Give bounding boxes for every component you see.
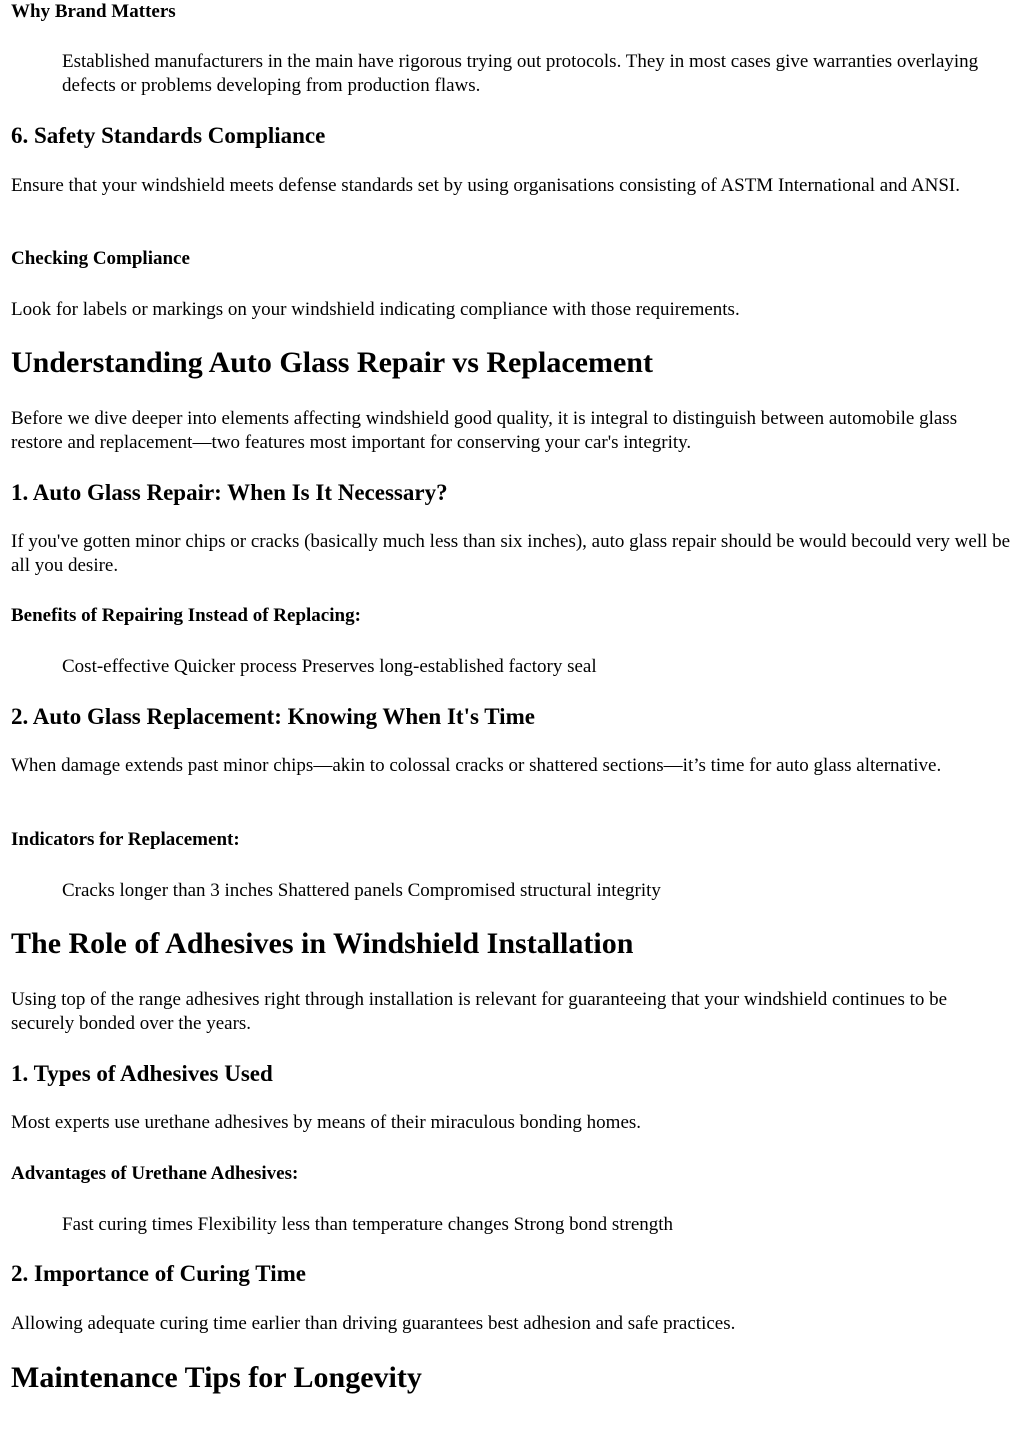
- repair-benefits-list: Cost-effective Quicker process Preserves long-established factory seal: [62, 656, 597, 677]
- curing-time-text: Allowing adequate curing time earlier than driving guarantees best adhesion and safe practices.: [11, 1313, 736, 1334]
- adhesive-types-heading: 1. Types of Adhesives Used: [11, 1061, 273, 1086]
- replacement-indicators-heading: Indicators for Replacement:: [11, 829, 240, 850]
- why-brand-matters-heading: Why Brand Matters: [11, 1, 176, 22]
- repair-vs-replacement-heading: Understanding Auto Glass Repair vs Replacement: [11, 346, 653, 379]
- adhesive-types-text: Most experts use urethane adhesives by means of their miraculous bonding homes.: [11, 1112, 642, 1133]
- replacement-indicators-list: Cracks longer than 3 inches Shattered panels Compromised structural integrity: [62, 880, 661, 901]
- safety-standards-text: Ensure that your windshield meets defense standards set by using organisations consisting of ASTM International and ANSI.: [11, 175, 960, 196]
- urethane-advantages-list: Fast curing times Flexibility less than temperature changes Strong bond strength: [62, 1214, 674, 1235]
- curing-time-heading: 2. Importance of Curing Time: [11, 1261, 306, 1286]
- maintenance-tips-heading: Maintenance Tips for Longevity: [11, 1361, 422, 1394]
- safety-standards-heading: 6. Safety Standards Compliance: [11, 123, 326, 148]
- auto-glass-replacement-heading: 2. Auto Glass Replacement: Knowing When It's Time: [11, 704, 535, 729]
- why-brand-matters-text: Established manufacturers in the main have rigorous trying out protocols. They in most cases give warranties overlaying defects or problems developing from production flaws.: [62, 51, 979, 96]
- auto-glass-repair-text: If you've gotten minor chips or cracks (basically much less than six inches), auto glass repair should be would becould very well be all you desire.: [11, 531, 1011, 576]
- auto-glass-replacement-text: When damage extends past minor chips—akin to colossal cracks or shattered sections—it’s time for auto glass alternative.: [11, 755, 942, 776]
- checking-compliance-heading: Checking Compliance: [11, 248, 190, 269]
- adhesives-role-text: Using top of the range adhesives right through installation is relevant for guaranteeing that your windshield continues to be securely bonded over the years.: [11, 989, 948, 1034]
- auto-glass-repair-heading: 1. Auto Glass Repair: When Is It Necessary?: [11, 480, 448, 505]
- repair-vs-replacement-text: Before we dive deeper into elements affecting windshield good quality, it is integral to distinguish between automobile glass restore and replacement—two features most important for conserving your car's integrity.: [11, 408, 958, 453]
- repair-benefits-heading: Benefits of Repairing Instead of Replacing:: [11, 605, 361, 626]
- checking-compliance-text: Look for labels or markings on your windshield indicating compliance with those requirements.: [11, 299, 740, 320]
- adhesives-role-heading: The Role of Adhesives in Windshield Installation: [11, 927, 634, 960]
- urethane-advantages-heading: Advantages of Urethane Adhesives:: [11, 1163, 299, 1184]
